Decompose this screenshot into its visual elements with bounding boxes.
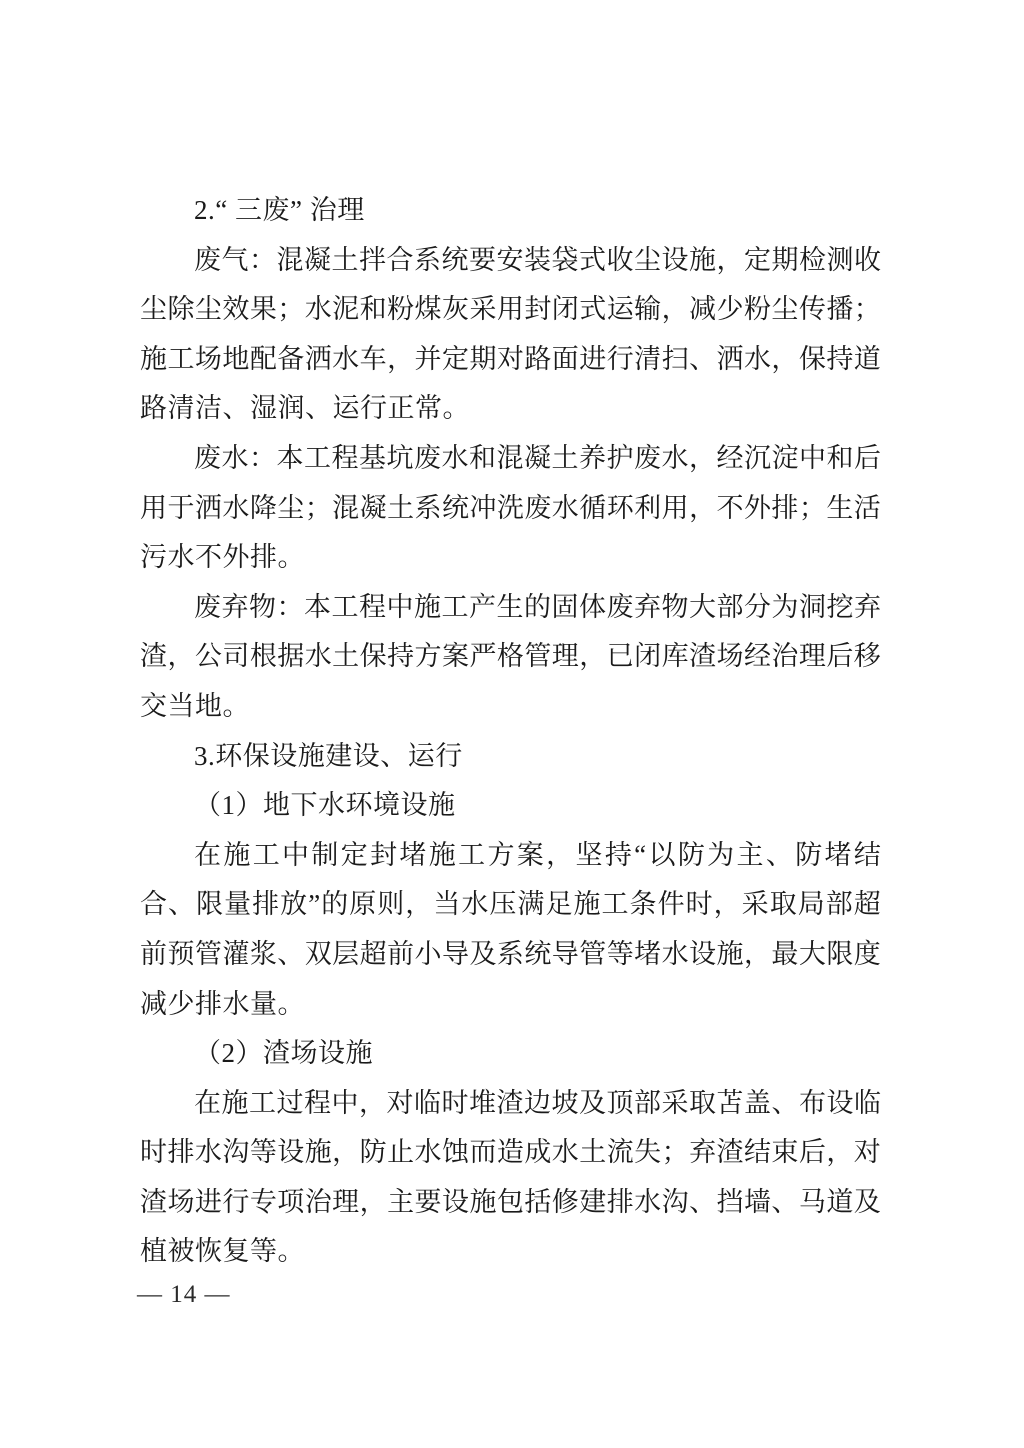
text-line: 合 、 限 量 排 放 ” 的 原 则 ， 当 水 压 满 足 施 工 条 件 时 ， 采 取 局 部 超	[140, 889, 881, 920]
text-line: 减少排水量。	[140, 988, 305, 1019]
text-line: 路清洁、湿润、运行正常。	[140, 393, 470, 424]
text-line: 渣 场 进 行 专 项 治 理 ， 主 要 设 施 包 括 修 建 排 水 沟 、 挡 墙 、 马 道 及	[140, 1186, 881, 1217]
text-line: 在 施 工 过 程 中 ， 对 临 时 堆 渣 边 坡 及 顶 部 采 取 苫 盖 、 布 设 临	[194, 1087, 881, 1118]
text-line: 交当地。	[140, 690, 250, 721]
text-line: 污水不外排。	[140, 542, 305, 573]
text-line: 在 施 工 中 制 定 封 堵 施 工 方 案 ， 坚 持 “ 以 防 为 主 、 防 堵 结	[194, 839, 881, 870]
text-line: 废 气 ： 混 凝 土 拌 合 系 统 要 安 装 袋 式 收 尘 设 施 ， 定 期 检 测 收	[194, 244, 881, 275]
text-line: 植被恢复等。	[140, 1236, 305, 1267]
text-line: 3.环保设施建设、运行	[194, 740, 463, 771]
document-body	[140, 186, 881, 1277]
text-line: （2）渣场设施	[194, 1038, 373, 1069]
text-line: （1）地下水环境设施	[194, 790, 456, 821]
text-line: 渣 ， 公 司 根 据 水 土 保 持 方 案 严 格 管 理 ， 已 闭 库 渣 场 经 治 理 后 移	[140, 641, 881, 672]
text-line: 2.“ 三废” 治理	[194, 195, 365, 225]
text-line: 用 于 洒 水 降 尘 ； 混 凝 土 系 统 冲 洗 废 水 循 环 利 用 ， 不 外 排 ； 生 活	[140, 492, 881, 523]
text-line: 废 弃 物 ： 本 工 程 中 施 工 产 生 的 固 体 废 弃 物 大 部 分 为 洞 挖 弃	[194, 591, 881, 622]
text-line: 施 工 场 地 配 备 洒 水 车 ， 并 定 期 对 路 面 进 行 清 扫 、 洒 水 ， 保 持 道	[140, 343, 881, 374]
page-number: — 14 —	[137, 1281, 231, 1308]
text-line: 时 排 水 沟 等 设 施 ， 防 止 水 蚀 而 造 成 水 土 流 失 ； 弃 渣 结 束 后 ， 对	[140, 1137, 881, 1168]
text-line: 尘 除 尘 效 果 ； 水 泥 和 粉 煤 灰 采 用 封 闭 式 运 输 ， 减 少 粉 尘 传 播 ；	[140, 294, 881, 325]
text-line: 前 预 管 灌 浆 、 双 层 超 前 小 导 及 系 统 导 管 等 堵 水 设 施 ， 最 大 限 度	[140, 938, 881, 969]
text-line: 废 水 ： 本 工 程 基 坑 废 水 和 混 凝 土 养 护 废 水 ， 经 沉 淀 中 和 后	[194, 442, 881, 473]
